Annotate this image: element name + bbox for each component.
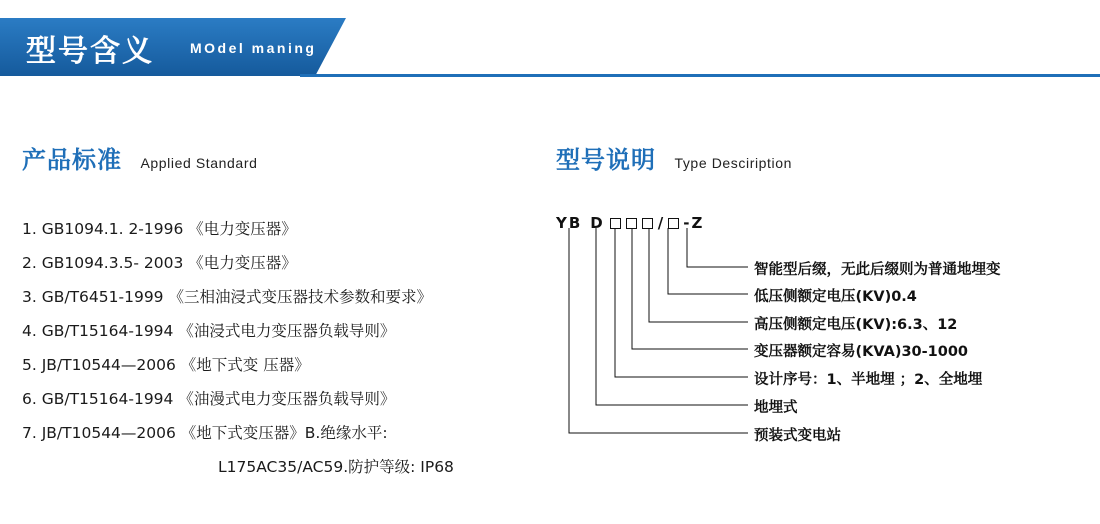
code-label-prefab-substation: 预装式变电站	[754, 428, 841, 444]
banner-horizontal-rule	[300, 74, 1100, 77]
type-section-heading	[556, 140, 792, 175]
page-header-banner	[0, 18, 1100, 82]
code-slash: /	[657, 214, 664, 232]
code-suffix: Z	[691, 214, 703, 232]
standard-heading-en: Applied Standard	[140, 155, 258, 171]
list-item: 3. GB/T6451-1999 《三相油浸式变压器技术参数和要求》	[22, 288, 432, 306]
code-label-lv-voltage: 低压侧额定电压(KV)0.4	[754, 289, 917, 305]
page-title: 型号含义	[26, 34, 154, 69]
list-item: 4. GB/T15164-1994 《油浸式电力变压器负载导则》	[22, 322, 396, 340]
list-item: 7. JB/T10544—2006 《地下式变压器》B.绝缘水平:	[22, 424, 388, 442]
page-subtitle: MOdel maning	[190, 40, 317, 56]
code-dash: -	[683, 214, 690, 232]
code-prefix: YB	[556, 214, 583, 232]
code-label-hv-voltage: 高压侧额定电压(KV):6.3、12	[754, 317, 958, 333]
type-code-diagram	[556, 212, 1086, 492]
list-item: 1. GB1094.1. 2-1996 《电力变压器》	[22, 220, 297, 238]
code-second-letter: D	[590, 214, 605, 232]
list-item: 6. GB/T15164-1994 《油漫式电力变压器负载导则》	[22, 390, 396, 408]
list-item: 5. JB/T10544—2006 《地下式变 压器》	[22, 356, 310, 374]
type-heading-en: Type Desciription	[674, 155, 793, 171]
code-label-intelligent-suffix: 智能型后缀，无此后缀则为普通地埋变	[754, 262, 1001, 278]
list-item-continuation: L175AC35/AC59.防护等级: IP68	[218, 458, 454, 476]
list-item: 2. GB1094.3.5- 2003 《电力变压器》	[22, 254, 297, 272]
standard-heading-cn: 产品标准	[22, 146, 122, 174]
code-label-rated-capacity: 变压器额定容易(KVA)30-1000	[754, 344, 969, 360]
code-label-buried-type: 地埋式	[754, 400, 798, 416]
type-heading-cn: 型号说明	[556, 146, 656, 174]
standard-list	[22, 212, 542, 484]
code-label-design-serial: 设计序号：1、半地埋 ；2、全地埋	[754, 372, 983, 388]
standard-section-heading	[22, 140, 257, 175]
